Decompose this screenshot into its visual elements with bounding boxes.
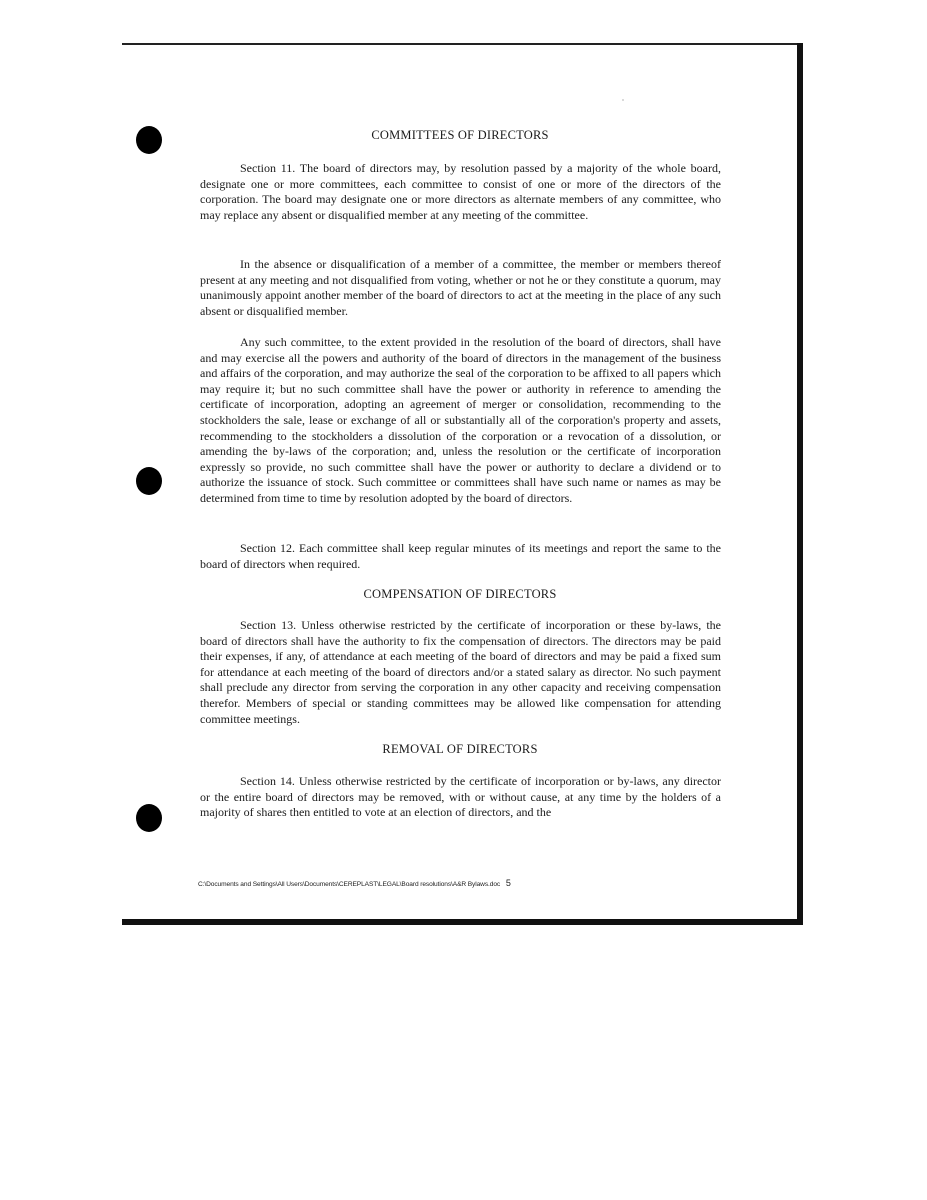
- heading-compensation-of-directors: COMPENSATION OF DIRECTORS: [363, 587, 557, 601]
- scan-speck: [622, 99, 624, 101]
- punch-hole-middle: [136, 467, 162, 495]
- page-number: 5: [505, 878, 511, 888]
- heading-removal-of-directors: REMOVAL OF DIRECTORS: [382, 742, 538, 756]
- section-12-paragraph: Section 12. Each committee shall keep regular minutes of its meetings and report the same to the board of directors when required.: [200, 541, 721, 571]
- punch-hole-top: [136, 126, 162, 154]
- section-11-paragraph-2: In the absence or disqualification of a member of a committee, the member or members thereof present at any meeting and not disqualified from voting, whether or not he or they constitute a quorum, may unanimously appoint another member of the board of directors to act at the meeting in the place of any such absent or disqualified member.: [200, 257, 721, 318]
- punch-hole-bottom: [136, 804, 162, 832]
- section-13-paragraph: Section 13. Unless otherwise restricted by the certificate of incorporation or these by-laws, the board of directors shall have the authority to fix the compensation of directors. The directors may be paid their expenses, if any, of attendance at each meeting of the board of directors and may be paid a fixed sum for attendance at each meeting of the board of directors and/or a stated salary as director. No such payment shall preclude any director from serving the corporation in any other capacity and receiving compensation therefor. Members of special or standing committees may be allowed like compensation for attending committee meetings.: [200, 618, 721, 726]
- section-14-paragraph: Section 14. Unless otherwise restricted by the certificate of incorporation or by-laws, any director or the entire board of directors may be removed, with or without cause, at any time by the holders of a majority of shares then entitled to vote at an election of directors, and the: [200, 774, 721, 820]
- footer-file-path: [198, 878, 511, 888]
- section-11-paragraph-3: Any such committee, to the extent provided in the resolution of the board of directors, shall have and may exercise all the powers and authority of the board of directors in the management of the business and affairs of the corporation, and may authorize the seal of the corporation to be affixed to all papers which may require it; but no such committee shall have the power or authority in reference to amending the certificate of incorporation, adopting an agreement of merger or consolidation, recommending to the stockholders the sale, lease or exchange of all or substantially all of the corporation's property and assets, recommending to the stockholders a dissolution of the corporation or a revocation of a dissolution, or amending the by-laws of the corporation; and, unless the resolution or the certificate of incorporation expressly so provide, no such committee shall have the power or authority to declare a dividend or to authorize the issuance of stock. Such committee or committees shall have such name or names as may be determined from time to time by resolution adopted by the board of directors.: [200, 335, 721, 505]
- page-border-right: [797, 43, 803, 925]
- page-border-top: [122, 43, 802, 45]
- page-border-bottom: [122, 919, 803, 925]
- section-11-paragraph-1: Section 11. The board of directors may, by resolution passed by a majority of the whole board, designate one or more committees, each committee to consist of one or more of the directors of the corporation. The board may designate one or more directors as alternate members of any committee, who may replace any absent or disqualified member at any meeting of the committee.: [200, 161, 721, 222]
- footer-path-text: C:\Documents and Settings\All Users\Documents\CEREPLAST\LEGAL\Board resolutions\A&R Bylaws.doc: [198, 881, 501, 888]
- heading-committees-of-directors: COMMITTEES OF DIRECTORS: [371, 128, 549, 142]
